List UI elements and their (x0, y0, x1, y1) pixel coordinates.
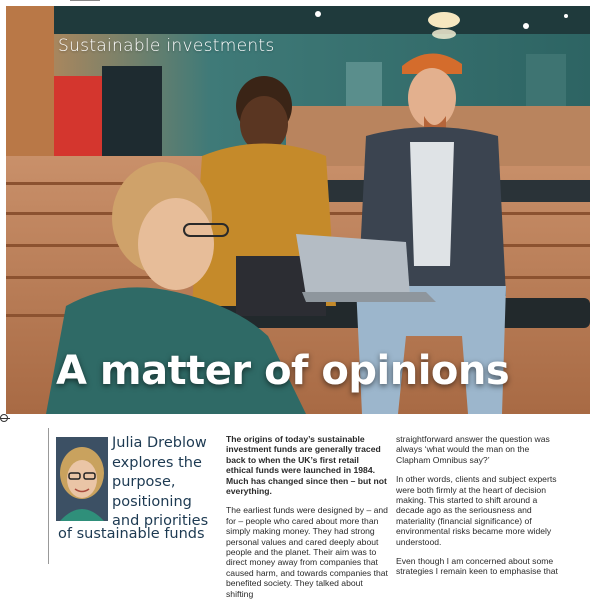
byline-line: Julia Dreblow (112, 435, 207, 451)
byline-line: positioning (112, 493, 192, 510)
article-column-2 (396, 434, 564, 586)
byline-line: and priorities (112, 513, 209, 529)
body-paragraph: Even though I am concerned about some strategies I remain keen to emphasise that (396, 556, 558, 577)
byline-line: of sustainable funds (58, 526, 205, 542)
body-paragraph: The earliest funds were designed by – and for – people who cared about more than simply making money. They had strong personal values and cared deeply about people and the planet. Their aim was to direct money away from companies that caused harm, and towards companies that benefited society. They talked about shifting (226, 505, 388, 599)
headline: A matter of opinions (56, 348, 510, 394)
byline-line: purpose, (112, 474, 176, 490)
registration-mark-icon (0, 414, 8, 422)
hero-photo (6, 6, 590, 414)
body-paragraph: straightforward answer the question was always ‘what would the man on the Clapham Omnibus say?’ (396, 434, 550, 465)
author-portrait-icon (56, 437, 108, 521)
body-paragraph: In other words, clients and subject experts were both firmly at the heart of decision making. This started to shift around a decade ago as the seriousness and materiality (financial significance) of environmental risks became more widely understood. (396, 474, 557, 547)
byline-intro (112, 434, 214, 532)
byline-line: explores the (112, 454, 202, 471)
section-label: Sustainable investments (58, 36, 275, 56)
author-photo (56, 437, 108, 521)
crop-line-top (70, 0, 100, 3)
article-column-1 (226, 434, 388, 608)
lead-paragraph: The origins of today’s sustainable investment funds are generally traced back to when the UK’s first retail ethical funds were launched in 1984. Much has changed since then – but not everything. (226, 434, 387, 497)
